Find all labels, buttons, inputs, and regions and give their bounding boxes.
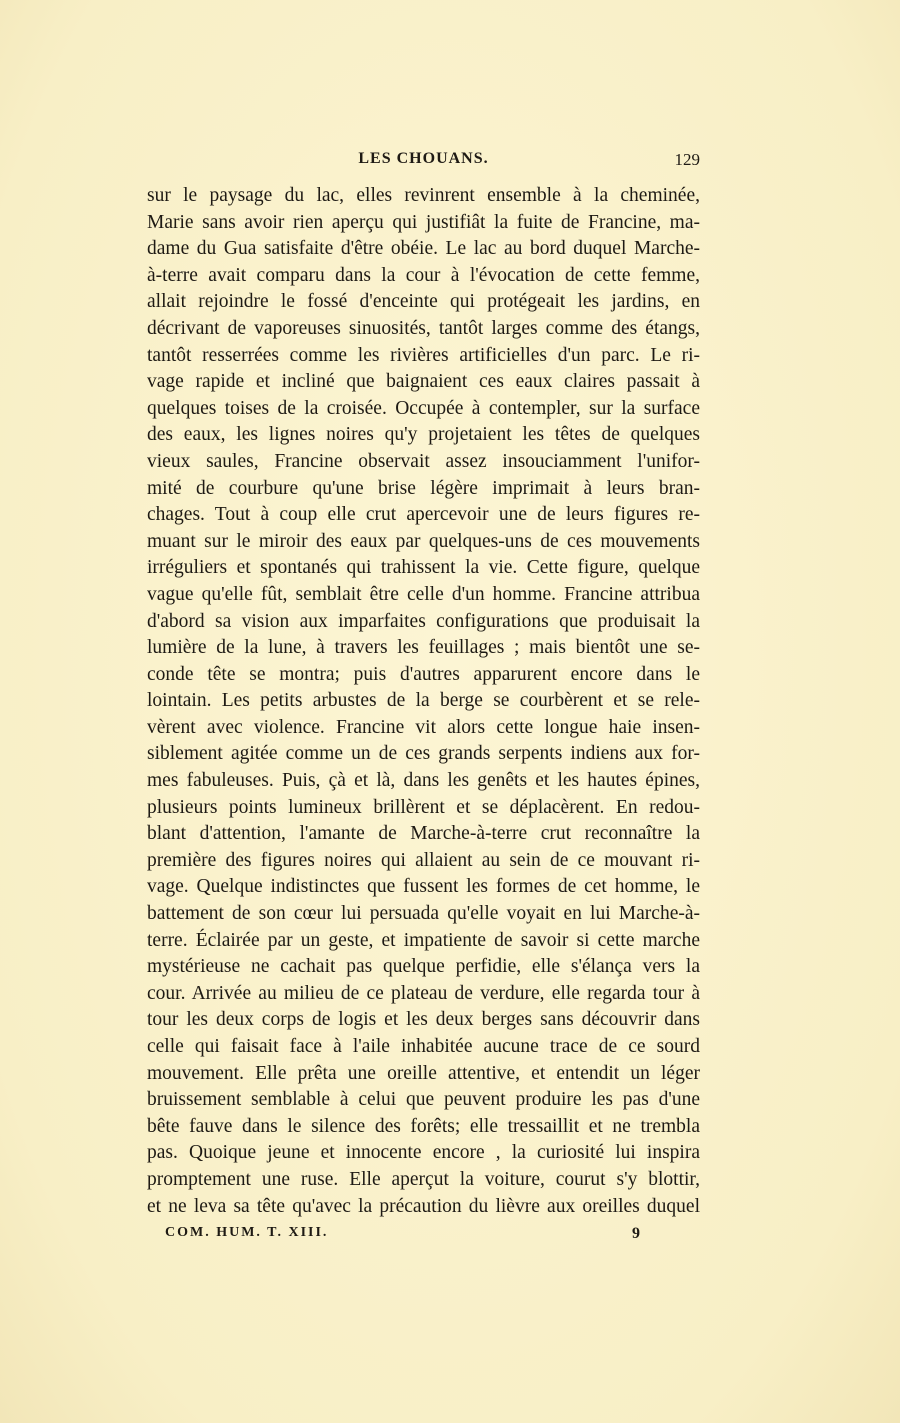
text-line: mes fabuleuses. Puis, çà et là, dans les genêts et les hautes épines, [147,770,700,792]
text-line: vage rapide et incliné que baignaient ces eaux claires passait à [147,371,700,393]
text-line: dame du Gua satisfaite d'être obéie. Le lac au bord duquel Marche- [147,238,700,260]
text-line: bruissement semblable à celui que peuvent produire les pas d'une [147,1089,700,1111]
text-line: plusieurs points lumineux brillèrent et se déplacèrent. En redou- [147,796,700,818]
text-line: mouvement. Elle prêta une oreille attentive, et entendit un léger [147,1062,700,1084]
text-line: vague qu'elle fût, semblait être celle d'un homme. Francine attribua [147,583,700,605]
page-number: 129 [674,150,700,169]
page-footer [165,1225,640,1247]
text-line: tour les deux corps de logis et les deux berges sans découvrir dans [147,1009,700,1031]
text-line: lointain. Les petits arbustes de la berge se courbèrent et se rele- [147,690,700,712]
text-line: décrivant de vaporeuses sinuosités, tantôt larges comme des étangs, [147,317,700,339]
text-line: blant d'attention, l'amante de Marche-à-terre crut reconnaître la [147,823,700,845]
text-line: irréguliers et spontanés qui trahissent la vie. Cette figure, quelque [147,557,700,579]
text-line: vèrent avec violence. Francine vit alors cette longue haie insen- [147,716,700,738]
text-line: vieux saules, Francine observait assez insouciamment l'unifor- [147,450,700,472]
text-line: promptement une ruse. Elle aperçut la voiture, courut s'y blottir, [147,1168,700,1190]
text-line: mystérieuse ne cachait pas quelque perfidie, elle s'élança vers la [147,956,700,978]
text-line: terre. Éclairée par un geste, et impatiente de savoir si cette marche [147,929,700,951]
text-line: allait rejoindre le fossé d'enceinte qui protégeait les jardins, en [147,291,700,313]
running-title: LES CHOUANS. [358,150,489,167]
text-line: quelques toises de la croisée. Occupée à contempler, sur la surface [147,397,700,419]
text-line: celle qui faisait face à l'aile inhabitée aucune trace de ce sourd [147,1036,700,1057]
text-line: bête fauve dans le silence des forêts; elle tressaillit et ne trembla [147,1115,700,1137]
text-line: battement de son cœur lui persuada qu'elle voyait en lui Marche-à- [147,903,700,925]
text-line: à-terre avait comparu dans la cour à l'évocation de cette femme, [147,264,700,286]
page-header [147,150,700,174]
text-line: pas. Quoique jeune et innocente encore , la curiosité lui inspira [147,1142,700,1164]
text-line: vage. Quelque indistinctes que fussent les formes de cet homme, le [147,876,700,898]
text-line: d'abord sa vision aux imparfaites configurations que produisait la [147,610,700,632]
text-line: chages. Tout à coup elle crut apercevoir une de leurs figures re- [147,504,700,526]
text-line: muant sur le miroir des eaux par quelques-uns de ces mouvements [147,530,700,552]
text-line: des eaux, les lignes noires qu'y projetaient les têtes de quelques [147,424,700,446]
text-line: Marie sans avoir rien aperçu qui justifiât la fuite de Francine, ma- [147,211,700,233]
text-line: première des figures noires qui allaient au sein de ce mouvant ri- [147,849,700,871]
text-line: tantôt resserrées comme les rivières artificielles d'un parc. Le ri- [147,344,700,366]
text-line: sur le paysage du lac, elles revinrent ensemble à la cheminée, [147,185,700,206]
body-text [147,183,700,1220]
sheet-number: 9 [632,1225,640,1242]
text-line: et ne leva sa tête qu'avec la précaution du lièvre aux oreilles duquel [147,1195,700,1217]
text-line: lumière de la lune, à travers les feuillages ; mais bientôt une se- [147,637,700,659]
text-line: mité de courbure qu'une brise légère imprimait à leurs bran- [147,477,700,499]
text-line: siblement agitée comme un de ces grands serpents indiens aux for- [147,743,700,765]
text-line: conde tête se montra; puis d'autres apparurent encore dans le [147,663,700,685]
printer-signature: COM. HUM. T. XIII. [165,1225,329,1240]
text-line: cour. Arrivée au milieu de ce plateau de verdure, elle regarda tour à [147,982,700,1004]
